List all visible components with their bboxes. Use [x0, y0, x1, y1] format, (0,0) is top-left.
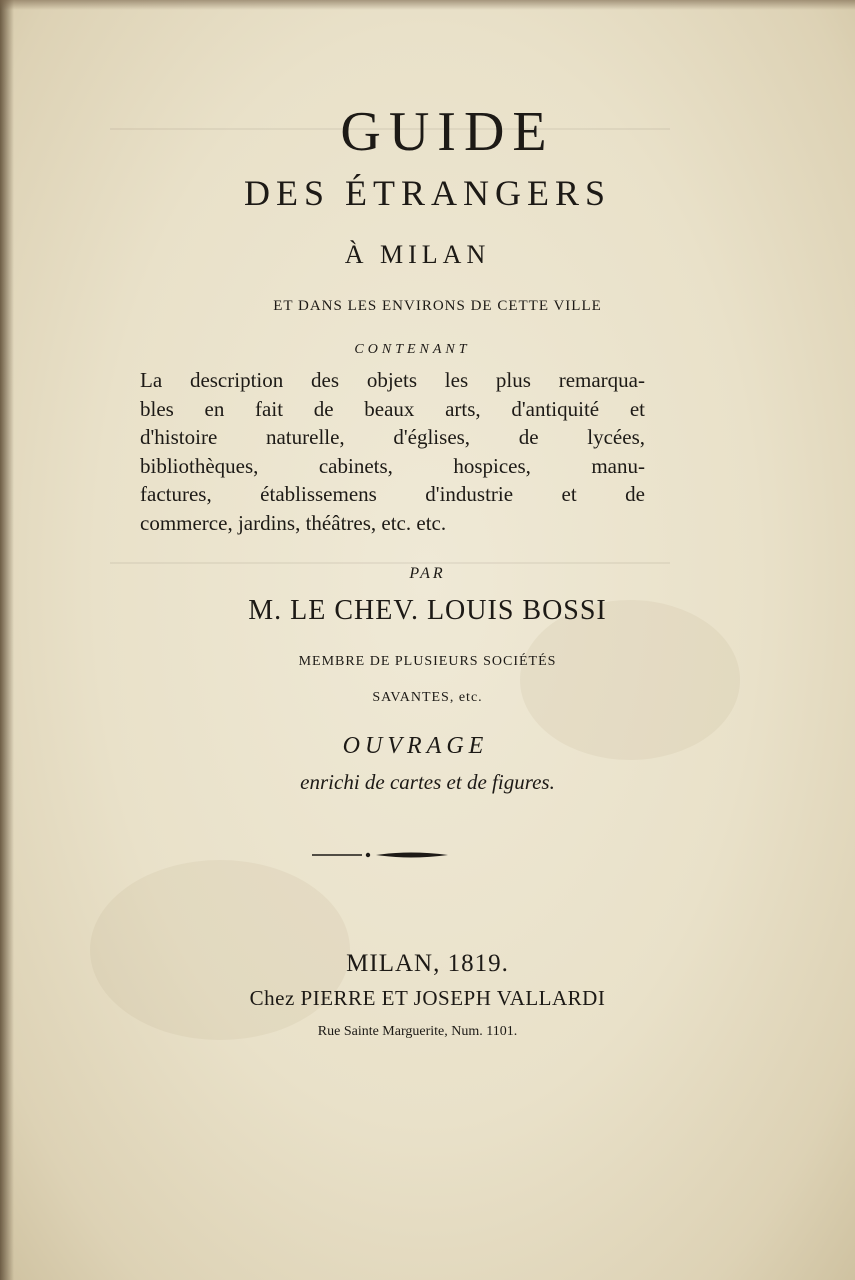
ouvrage-detail: enrichi de cartes et de figures.	[300, 770, 555, 794]
imprint-publisher: Chez PIERRE ET JOSEPH VALLARDI	[249, 986, 606, 1010]
description-line: La description des objets les plus remarqua-	[140, 368, 645, 392]
book-subtitle: DES ÉTRANGERS	[243, 173, 612, 213]
page-top-shadow	[0, 0, 855, 10]
author-affiliation: MEMBRE DE PLUSIEURS SOCIÉTÉS	[298, 654, 557, 669]
author-name: M. LE CHEV. LOUIS BOSSI	[248, 595, 607, 626]
contenant-label: CONTENANT	[354, 342, 471, 357]
author-affiliation-cont: SAVANTES, etc.	[372, 690, 483, 705]
book-location-detail: ET DANS LES ENVIRONS DE CETTE VILLE	[273, 298, 602, 314]
description-line: factures, établissemens d'industrie et de	[140, 482, 645, 506]
description-line: bles en fait de beaux arts, d'antiquité et	[140, 396, 645, 421]
book-description	[140, 366, 645, 537]
book-location: À MILAN	[344, 240, 491, 269]
description-line: d'histoire naturelle, d'églises, de lycées,	[140, 425, 645, 449]
book-title: GUIDE	[340, 101, 555, 163]
description-line: commerce, jardins, théâtres, etc. etc.	[140, 510, 447, 535]
imprint-address: Rue Sainte Marguerite, Num. 1101.	[317, 1024, 518, 1039]
description-line: bibliothèques, cabinets, hospices, manu-	[140, 453, 645, 478]
par-label: PAR	[409, 565, 446, 582]
ornament-rule	[310, 848, 450, 862]
imprint-city-year: MILAN, 1819.	[346, 950, 509, 977]
ouvrage-label: OUVRAGE	[342, 733, 489, 759]
